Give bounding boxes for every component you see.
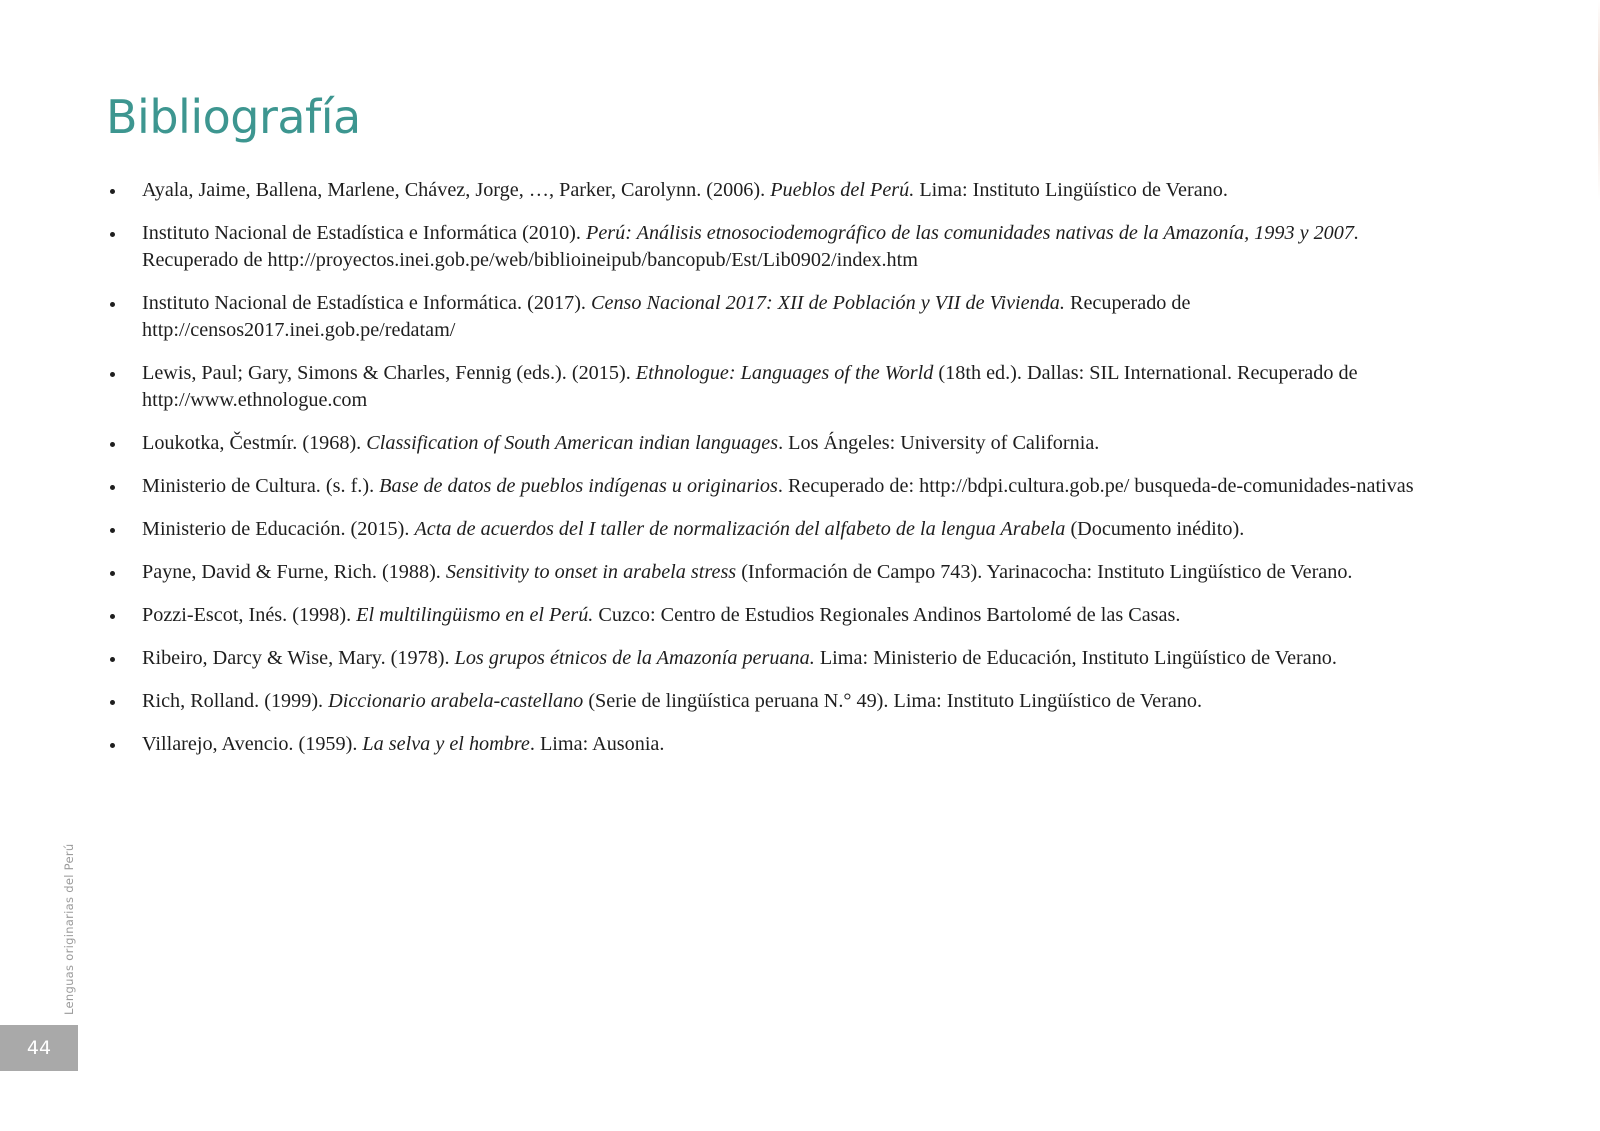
entry-title: Classification of South American indian languages <box>366 432 779 454</box>
entry-text: . Recuperado de: http://bdpi.cultura.gob.pe/ busqueda-de-comunidades-nativas <box>777 475 1414 497</box>
bibliography-entry <box>106 177 1436 204</box>
entry-text: . Los Ángeles: University of California. <box>778 432 1100 454</box>
entry-text: (18th ed.). Dallas: SIL International. Recuperado de http://www.ethnologue.com <box>142 362 1358 411</box>
entry-text: (Información de Campo 743). Yarinacocha: Instituto Lingüístico de Verano. <box>736 561 1353 583</box>
entry-text: Villarejo, Avencio. (1959). <box>142 733 363 755</box>
entry-text: Lima: Ministerio de Educación, Instituto Lingüístico de Verano. <box>814 647 1337 669</box>
entry-title: Ethnologue: Languages of the World <box>635 362 934 384</box>
entry-title: Sensitivity to onset in arabela stress <box>445 561 737 583</box>
entry-text: Lima: Instituto Lingüístico de Verano. <box>914 179 1228 201</box>
entry-text: Payne, David & Furne, Rich. (1988). <box>142 561 446 583</box>
bibliography-entry <box>106 645 1436 672</box>
bibliography-entry <box>106 559 1436 586</box>
entry-text: . Lima: Ausonia. <box>529 733 665 755</box>
page-title: Bibliografía <box>106 90 361 144</box>
entry-title: El multilingüismo en el Perú. <box>356 604 594 626</box>
entry-text: Ayala, Jaime, Ballena, Marlene, Chávez, Jorge, …, Parker, Carolynn. (2006). <box>142 179 771 201</box>
bibliography-entry <box>106 731 1436 758</box>
entry-text: Instituto Nacional de Estadística e Informática (2010). <box>142 222 586 244</box>
bibliography-entry <box>106 473 1436 500</box>
entry-text: Recuperado de http://censos2017.inei.gob.pe/redatam/ <box>142 292 1191 341</box>
bibliography-entry <box>106 602 1436 629</box>
entry-text: Pozzi-Escot, Inés. (1998). <box>142 604 357 626</box>
entry-text: Cuzco: Centro de Estudios Regionales Andinos Bartolomé de las Casas. <box>593 604 1181 626</box>
running-footer-label: Lenguas originarias del Perú <box>62 843 76 1015</box>
bibliography-entry <box>106 516 1436 543</box>
entry-title: Perú: Análisis etnosociodemográfico de las comunidades nativas de la Amazonía, 1993 y 2007. <box>585 222 1360 244</box>
entry-text: Instituto Nacional de Estadística e Informática. (2017). <box>142 292 592 314</box>
bibliography-entry <box>106 220 1436 274</box>
entry-title: Diccionario arabela-castellano <box>328 690 584 712</box>
entry-text: (Documento inédito). <box>1065 518 1245 540</box>
bibliography-entry <box>106 688 1436 715</box>
page-number: 44 <box>26 1037 52 1059</box>
entry-title: Censo Nacional 2017: XII de Población y VII de Vivienda. <box>591 292 1065 314</box>
page-number-box <box>0 1025 78 1071</box>
entry-title: Base de datos de pueblos indígenas u originarios <box>379 475 778 497</box>
bibliography-entry <box>106 430 1436 457</box>
entry-text: Recuperado de http://proyectos.inei.gob.pe/web/biblioineipub/bancopub/Est/Lib0902/index.htm <box>142 249 918 271</box>
entry-text: Ribeiro, Darcy & Wise, Mary. (1978). <box>142 647 455 669</box>
entry-text: Rich, Rolland. (1999). <box>142 690 329 712</box>
entry-title: Acta de acuerdos del I taller de normalización del alfabeto de la lengua Arabela <box>414 518 1066 540</box>
entry-text: (Serie de lingüística peruana N.° 49). Lima: Instituto Lingüístico de Verano. <box>583 690 1203 712</box>
entry-text: Ministerio de Educación. (2015). <box>142 518 415 540</box>
entry-text: Loukotka, Čestmír. (1968). <box>142 432 367 454</box>
entry-title: La selva y el hombre <box>362 733 530 755</box>
entry-text: Lewis, Paul; Gary, Simons & Charles, Fennig (eds.). (2015). <box>142 362 636 384</box>
bibliography-list <box>106 177 1436 774</box>
bibliography-entry <box>106 360 1436 414</box>
entry-text: Ministerio de Cultura. (s. f.). <box>142 475 380 497</box>
entry-title: Los grupos étnicos de la Amazonía peruana. <box>454 647 815 669</box>
bibliography-entry <box>106 290 1436 344</box>
entry-title: Pueblos del Perú. <box>770 179 915 201</box>
